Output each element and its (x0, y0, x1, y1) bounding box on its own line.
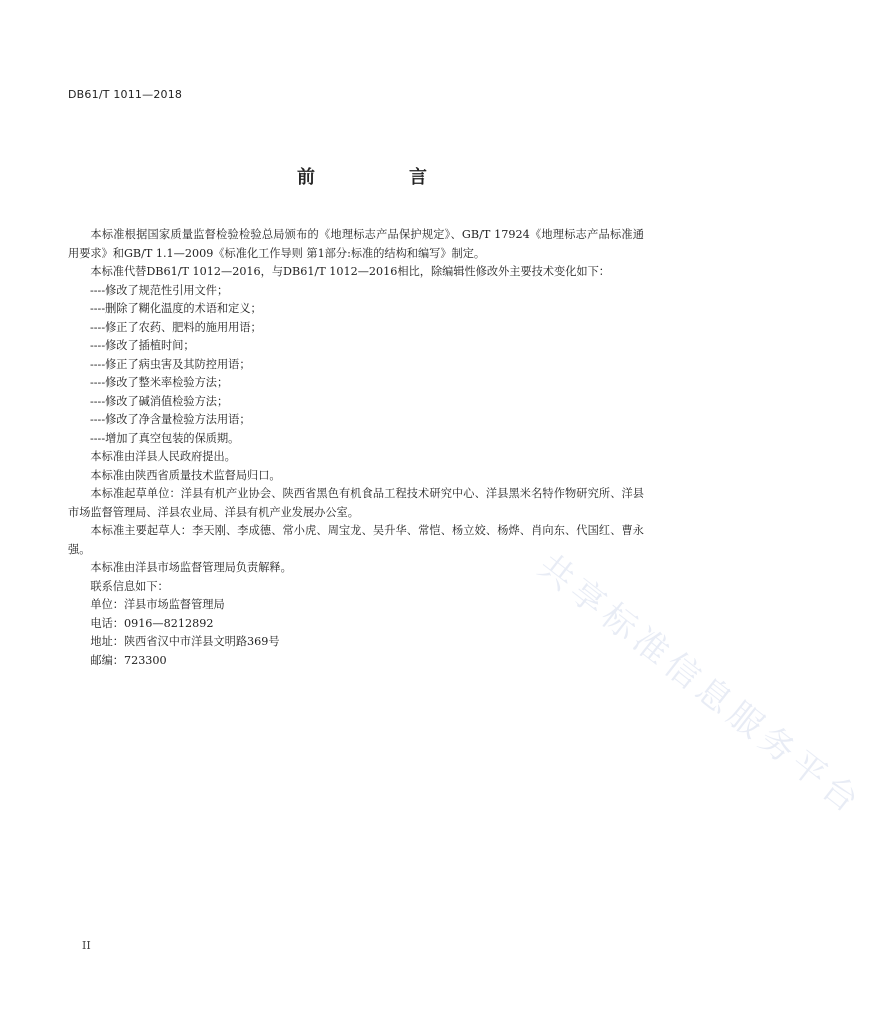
authority-paragraph: 本标准由陕西省质量技术监督局归口。 (90, 468, 281, 482)
standard-code-header: DB61/T 1011—2018 (68, 88, 183, 101)
foreword-body (68, 226, 644, 670)
change-item: ----修改了插植时间； (90, 339, 195, 352)
page-title: 前 言 (297, 167, 465, 188)
contact-phone: 电话：0916—8212892 (90, 616, 214, 630)
change-item: ----修改了碱消值检验方法； (90, 394, 229, 408)
page-number: II (82, 939, 91, 952)
change-item: ----修改了整米率检验方法； (90, 376, 229, 389)
watermark-text: 共享标准信息服务平台 (530, 546, 871, 825)
change-item: ----修正了病虫害及其防控用语； (90, 357, 251, 371)
contact-unit: 单位：洋县市场监督管理局 (90, 598, 225, 611)
drafting-units-paragraph: 本标准起草单位：洋县有机产业协会、陕西省黑色有机食品工程技术研究中心、洋县黑米名特作物研究所、洋县市场监督管理局、洋县农业局、洋县有机产业发展办公室。 (68, 487, 644, 519)
contact-address: 地址：陕西省汉中市洋县文明路369号 (90, 635, 280, 648)
intro-paragraph: 本标准根据国家质量监督检验检验总局颁布的《地理标志产品保护规定》、GB/T 17924《地理标志产品标准通用要求》和GB/T 1.1—2009《标准化工作导则 第1部分:标准的结构和编写》制定。 (68, 228, 644, 260)
interpretation-paragraph: 本标准由洋县市场监督管理局负责解释。 (90, 561, 292, 574)
contact-heading: 联系信息如下： (90, 579, 169, 593)
change-item: ----修改了净含量检验方法用语； (90, 413, 251, 426)
change-item: ----修改了规范性引用文件； (90, 283, 229, 297)
change-item: ----修正了农药、肥料的施用用语； (90, 320, 262, 334)
drafters-paragraph: 本标准主要起草人：李天刚、李成德、常小虎、周宝龙、吴升华、常恺、杨立姣、杨烨、肖向东、代国红、曹永强。 (68, 524, 644, 556)
contact-postcode: 邮编：723300 (90, 653, 167, 667)
change-item: ----删除了糊化温度的术语和定义； (90, 302, 262, 315)
change-item: ----增加了真空包装的保质期。 (90, 431, 240, 445)
replacement-paragraph: 本标准代替DB61/T 1012—2016，与DB61/T 1012—2016相比，除编辑性修改外主要技术变化如下： (90, 265, 610, 278)
proposer-paragraph: 本标准由洋县人民政府提出。 (90, 450, 236, 463)
